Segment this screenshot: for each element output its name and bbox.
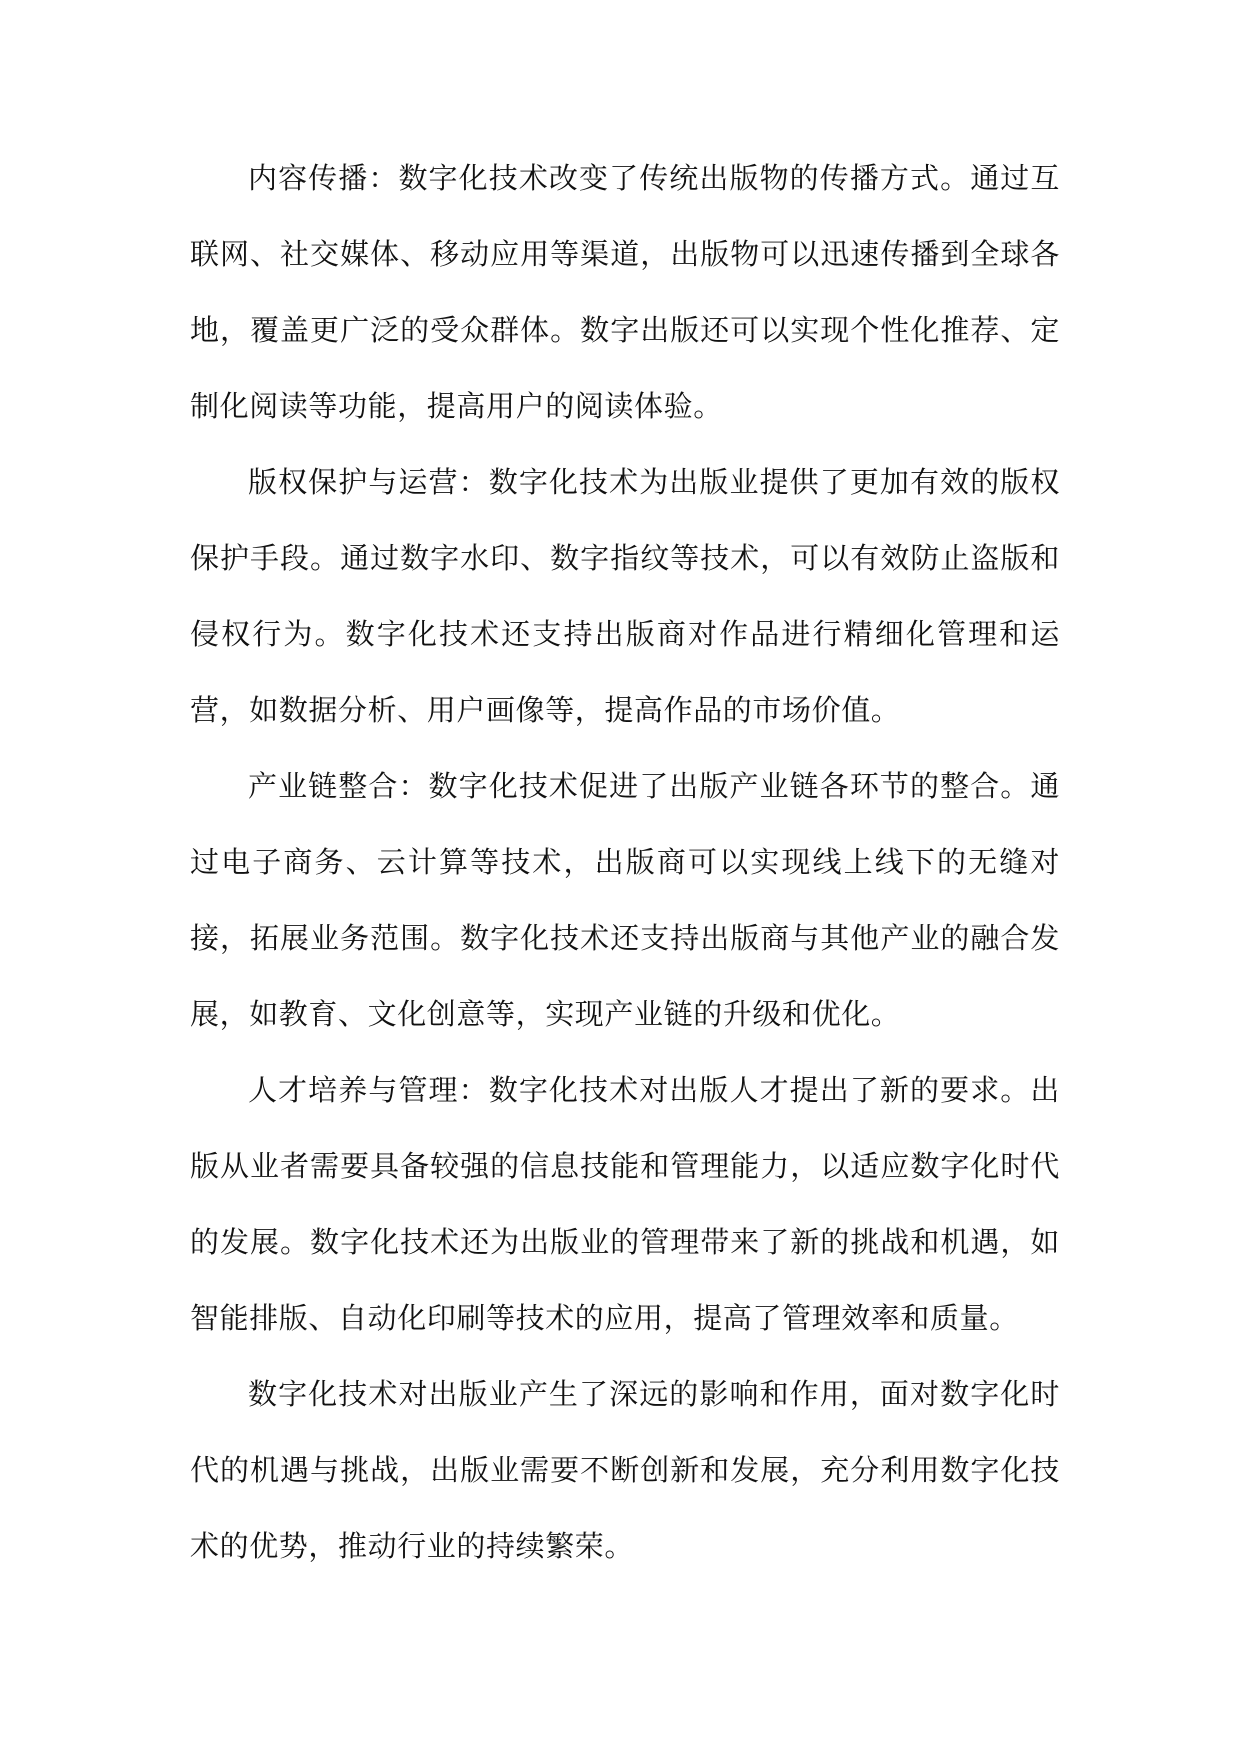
document-body	[190, 140, 1060, 1584]
paragraph-industry-chain: 产业链整合：数字化技术促进了出版产业链各环节的整合。通过电子商务、云计算等技术，出版商可以实现线上线下的无缝对接，拓展业务范围。数字化技术还支持出版商与其他产业的融合发展，如教育、文化创意等，实现产业链的升级和优化。	[190, 769, 1060, 1031]
paragraph-copyright-protection: 版权保护与运营：数字化技术为出版业提供了更加有效的版权保护手段。通过数字水印、数字指纹等技术，可以有效防止盗版和侵权行为。数字化技术还支持出版商对作品进行精细化管理和运营，如数据分析、用户画像等，提高作品的市场价值。	[190, 465, 1060, 727]
paragraph-conclusion: 数字化技术对出版业产生了深远的影响和作用，面对数字化时代的机遇与挑战，出版业需要不断创新和发展，充分利用数字化技术的优势，推动行业的持续繁荣。	[190, 1377, 1060, 1563]
paragraph-talent-management: 人才培养与管理：数字化技术对出版人才提出了新的要求。出版从业者需要具备较强的信息技能和管理能力，以适应数字化时代的发展。数字化技术还为出版业的管理带来了新的挑战和机遇，如智能排版、自动化印刷等技术的应用，提高了管理效率和质量。	[190, 1073, 1060, 1335]
paragraph-content-distribution: 内容传播：数字化技术改变了传统出版物的传播方式。通过互联网、社交媒体、移动应用等渠道，出版物可以迅速传播到全球各地，覆盖更广泛的受众群体。数字出版还可以实现个性化推荐、定制化阅读等功能，提高用户的阅读体验。	[190, 161, 1060, 423]
